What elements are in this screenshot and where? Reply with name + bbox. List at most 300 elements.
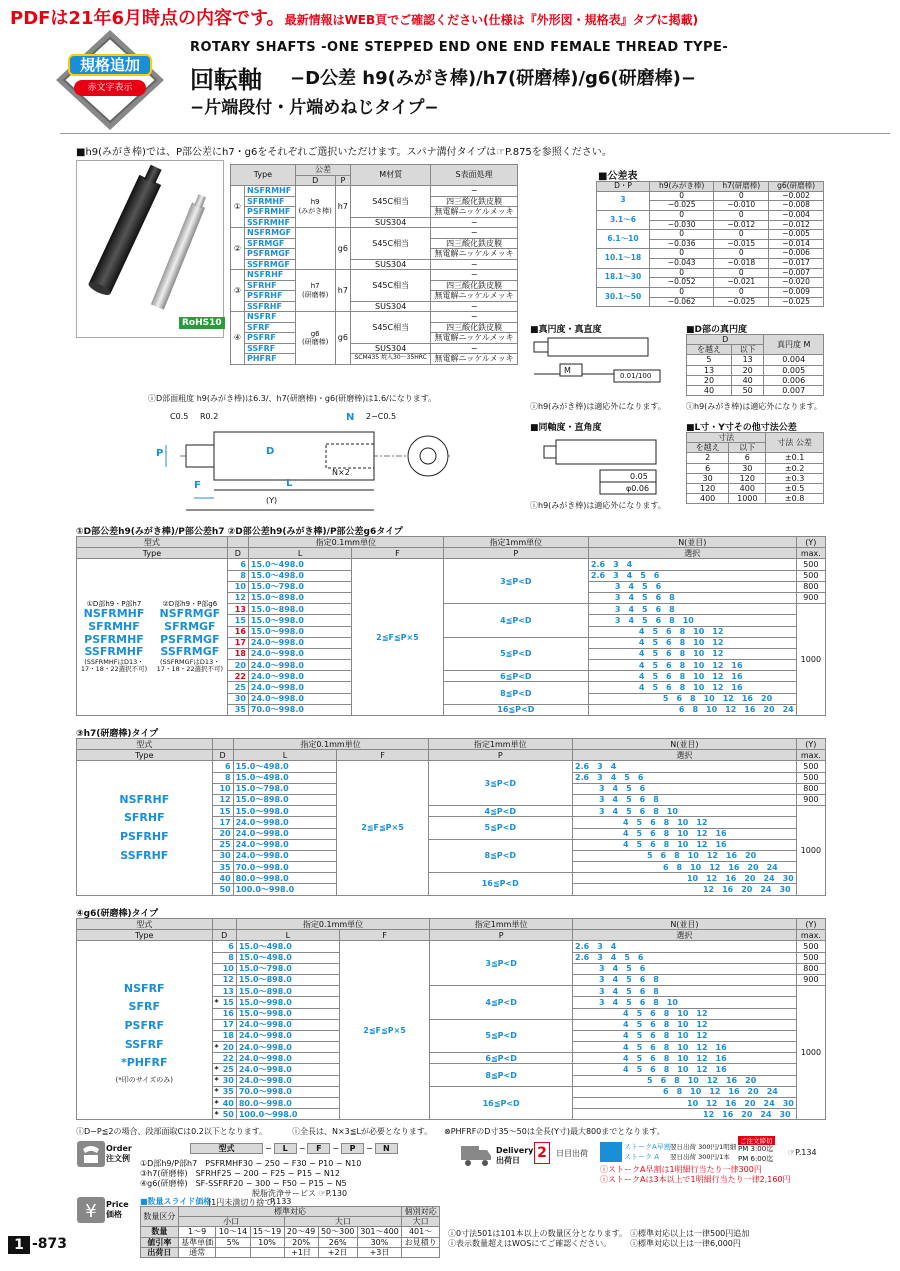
l-range: 15.0〜798.0 [248, 581, 351, 592]
section4-title: ④g6(研磨棒)タイプ [76, 909, 159, 919]
y-max: 500 [796, 761, 825, 772]
header-type: 型式 [77, 739, 213, 750]
d-cell [212, 761, 233, 772]
spec-surface: − [431, 343, 518, 354]
spec-header-type: Type [231, 165, 296, 186]
rohs-badge: RoHS10 [179, 317, 225, 329]
stock-icon [600, 1142, 622, 1162]
order-example-3: ④g6(研磨棒) SF-SSFRF20 − 300 − F50 − P15 − N5 [140, 1179, 347, 1188]
type-name: *PHFRF [120, 1056, 168, 1070]
shaft-drawing [150, 408, 470, 520]
header-l: L [236, 930, 339, 941]
title-english: ROTARY SHAFTS -ONE STEPPED END ONE END FEMALE THREAD TYPE- [190, 40, 729, 55]
d-cell [212, 884, 233, 895]
d-value: 16 [222, 1009, 234, 1018]
straightness-title: ■真円度・真直度 [530, 325, 602, 335]
roundness-cell: 50 [731, 385, 764, 395]
header-f: F [339, 930, 429, 941]
page-section: 1 [8, 1236, 30, 1254]
p-range: 3≦P<D [430, 941, 573, 986]
spec-row [231, 343, 518, 354]
straightness-diagram [530, 334, 680, 404]
ly-cell: 120 [687, 483, 729, 493]
n-select: 4 5 6 8 10 12 16 [573, 1053, 797, 1064]
tol-h7: −0.012 [714, 220, 769, 230]
coax-note: ⓘh9(みがき棒)は適応外になります。 [530, 501, 666, 510]
footnote-right: ⊗PHFRFのD寸35〜50は全長(Y寸)最大800までとなります。 [444, 1127, 665, 1136]
y-max: 500 [796, 941, 825, 952]
spec-surface: 無電解ニッケルメッキ [431, 333, 518, 344]
header-y: (Y) [796, 919, 825, 930]
l-range: 15.0〜498.0 [233, 772, 337, 783]
spec-surface: 無電解ニッケルメッキ [431, 354, 518, 365]
d-value: 40 [219, 873, 231, 883]
price-cell: 20〜49 [284, 1227, 318, 1237]
tol-range: 6.1〜10 [597, 230, 650, 249]
section12-table [76, 536, 826, 716]
spec-type: SSFRHF [245, 301, 296, 312]
tolerance-table [596, 181, 824, 307]
d-cell [227, 682, 248, 693]
spec-material-scm: SCM435 焼入30〜35HRC [351, 354, 431, 365]
tol-h9: 0 [649, 210, 713, 220]
y-max: 800 [796, 581, 825, 592]
tol-h9: 0 [649, 230, 713, 240]
tolerance-title: ■公差表 [598, 171, 638, 182]
page-title: 回転軸 [190, 66, 262, 94]
type-note: (SSFRMHFはD13・17・18・22選択不可) [80, 658, 148, 674]
spec-type: SSFRMGF [245, 259, 296, 270]
header-f: F [352, 548, 444, 559]
type-cell [77, 559, 228, 716]
roundness-cell: 13 [731, 355, 764, 365]
y-max: 900 [796, 974, 825, 985]
coax-diagram [530, 432, 680, 500]
d-cell [212, 986, 236, 997]
delivery-days: 2 [534, 1142, 550, 1164]
ly-row [687, 473, 824, 483]
header-p: P [443, 548, 588, 559]
spec-row [231, 354, 518, 365]
ly-cell: 6 [687, 463, 729, 473]
d-cell [212, 839, 233, 850]
tol-range: 3 [597, 191, 650, 210]
price-cell: 1〜9 [178, 1227, 216, 1237]
delivery-note-1: ⓘストークA早割は1明細行当たり一律300円 [600, 1165, 762, 1174]
spec-p-tol: h7 [335, 270, 351, 312]
l-range: 24.0〜998.0 [236, 1019, 339, 1030]
spec-material: S45C相当 [351, 270, 431, 302]
type-name: PSFRF [124, 1019, 164, 1033]
n-select: 5 6 8 10 12 16 20 [572, 850, 796, 861]
n-select: 3 4 5 6 [588, 581, 796, 592]
price-cell: 通常 [178, 1247, 216, 1257]
ly-row [687, 463, 824, 473]
l-range: 15.0〜798.0 [233, 783, 337, 794]
d-value: 13 [234, 604, 246, 614]
l-range: 15.0〜898.0 [236, 986, 339, 997]
header-d: D [212, 930, 236, 941]
n-select: 4 5 6 8 10 12 [572, 817, 796, 828]
tol-range: 10.1〜18 [597, 249, 650, 268]
ly-table [686, 432, 824, 504]
price-cell [216, 1247, 250, 1257]
n-select: 5 6 8 10 12 16 20 [573, 1075, 797, 1086]
ly-cell: 30 [687, 473, 729, 483]
header-type2: Type [77, 930, 213, 941]
tol-header-g6: g6(研磨棒) [769, 182, 824, 192]
d-value: 20 [234, 660, 246, 670]
l-range: 24.0〜998.0 [233, 817, 337, 828]
price-label: Price 価格 [106, 1200, 129, 1219]
stock-a: ストーク A [624, 1153, 660, 1161]
n-select: 4 5 6 8 10 12 [573, 1019, 797, 1030]
d-value: 15 [222, 997, 234, 1007]
l-range: 24.0〜998.0 [236, 1053, 339, 1064]
spec-type: SFRMHF [245, 196, 296, 207]
l-range: 15.0〜498.0 [248, 559, 351, 570]
spec-surface: 四三酸化鉄皮膜 [431, 322, 518, 333]
label-nx2: N×2 [332, 468, 350, 477]
l-range: 24.0〜998.0 [233, 850, 337, 861]
price-note-1: ⓘ0寸法501は101本以上の数量区分となります。 [448, 1229, 627, 1238]
n-select: 2.6 3 4 [573, 941, 797, 952]
roundness-cell: 0.004 [764, 355, 824, 365]
roundness-note: ⓘh9(みがき棒)は適応外になります。 [686, 402, 822, 411]
header-f: F [337, 750, 428, 761]
price-note-2: ⓘ表示数量超えはWOSにてご確認ください。 [448, 1239, 612, 1248]
d-value: 25 [234, 682, 246, 692]
l-range: 24.0〜998.0 [248, 682, 351, 693]
l-range: 15.0〜998.0 [248, 615, 351, 626]
d-value: 15 [219, 806, 231, 816]
spec-material-sus: SUS304 [351, 301, 431, 312]
l-range: 100.0〜998.0 [233, 884, 337, 895]
price-cell: 26% [318, 1237, 357, 1247]
star-mark: * [214, 1076, 219, 1086]
type-name: SSFRMGF [160, 645, 220, 659]
order-header [190, 1143, 398, 1154]
price-row [141, 1237, 440, 1247]
d-cell [212, 794, 233, 805]
spec-surface: − [431, 259, 518, 270]
n-select: 3 4 5 6 [572, 783, 796, 794]
spec-row [231, 259, 518, 270]
section3-table [76, 738, 826, 896]
n-select: 6 8 10 12 16 20 24 [588, 704, 796, 715]
d-value: 30 [234, 694, 246, 704]
spec-group-no: ③ [231, 270, 245, 312]
spec-surface: 四三酸化鉄皮膜 [431, 238, 518, 249]
ly-cell: 2 [687, 453, 729, 463]
price-cell: 基準単価 [178, 1237, 216, 1247]
title-tolerance: −D公差 h9(みがき棒)/h7(研磨棒)/g6(研磨棒)− [290, 68, 696, 89]
tol-h7: −0.021 [714, 278, 769, 288]
price-cell: +1日 [284, 1247, 318, 1257]
d-value: 35 [219, 862, 231, 872]
roundness-cell: 0.006 [764, 375, 824, 385]
l-range: 15.0〜998.0 [236, 997, 339, 1008]
web-notice: 最新情報はWEB頁でご確認ください(仕様は『外形図・規格表』タブに掲載) [284, 13, 699, 27]
l-range: 24.0〜998.0 [236, 1030, 339, 1041]
delivery-unit: 日目出荷 [556, 1149, 588, 1158]
n-select: 3 4 5 6 8 [573, 986, 797, 997]
p-range: 4≦P<D [443, 604, 588, 638]
d-value: 8 [228, 953, 234, 963]
spec-surface: − [431, 186, 518, 197]
d-value: 30 [219, 851, 231, 861]
price-row [141, 1247, 440, 1257]
price-subtitle: (1円未満切り捨て) [208, 1198, 276, 1207]
d-cell [227, 704, 248, 715]
d-cell [227, 604, 248, 615]
spec-type: PSFRHF [245, 291, 296, 302]
header-p: P [428, 750, 572, 761]
type-name: SFRF [128, 1000, 160, 1014]
footnote-mid: ⓘ全長は、N×3≦Lが必要となります。 [292, 1127, 433, 1136]
p-range: 8≦P<D [443, 682, 588, 704]
d-value: 6 [228, 941, 234, 951]
order-header-f: F [308, 1144, 330, 1154]
header-l: L [233, 750, 337, 761]
star-mark: * [214, 1042, 219, 1052]
header-d: D [227, 548, 248, 559]
d-cell [212, 1064, 236, 1075]
spec-type: PSFRMGF [245, 249, 296, 260]
d-value: 12 [222, 975, 234, 985]
price-cell [250, 1247, 284, 1257]
tol-h7: −0.015 [714, 239, 769, 249]
tolerance-row [597, 230, 824, 240]
tol-g6: −0.005 [769, 230, 824, 240]
star-mark: * [214, 1064, 219, 1074]
type-name: NSFRMGF [159, 607, 221, 621]
tol-h9: −0.043 [649, 259, 713, 269]
tol-range: 18.1〜30 [597, 268, 650, 287]
n-select: 4 5 6 8 10 12 16 [573, 1042, 797, 1053]
spec-surface: − [431, 270, 518, 281]
d-value: 8 [225, 773, 231, 783]
tol-g6: −0.007 [769, 268, 824, 278]
l-range: 24.0〜998.0 [236, 1075, 339, 1086]
l-range: 24.0〜998.0 [233, 839, 337, 850]
ly-cell: ±0.5 [766, 483, 824, 493]
header-spec1: 指定1mm単位 [428, 739, 572, 750]
order-dash-4: − [366, 1144, 373, 1153]
price-cell: 50〜300 [318, 1227, 357, 1237]
order-example-2: ③h7(研磨棒) SFRHF25 − 200 − F25 − P15 − N12 [140, 1169, 340, 1178]
d-cell [212, 1086, 236, 1097]
d-cell [212, 817, 233, 828]
roundness-title: ■D部の真円度 [686, 325, 747, 335]
l-range: 15.0〜498.0 [233, 761, 337, 772]
d-cell [212, 941, 236, 952]
d-cell [212, 974, 236, 985]
ly-cell: 1000 [729, 494, 766, 504]
price-header-big: 大口 [402, 1217, 440, 1227]
tol-h9: −0.030 [649, 220, 713, 230]
d-value: 10 [219, 784, 231, 794]
tol-g6: −0.002 [769, 191, 824, 201]
price-cell: お見積り [402, 1237, 440, 1247]
l-range: 24.0〜998.0 [248, 671, 351, 682]
order-example-1: ①D部h9/P部h7 PSFRMHF30 − 250 − F30 − P10 − N10 [140, 1159, 362, 1168]
spec-header-surface: S表面処理 [431, 165, 518, 186]
header-sel: 選択 [573, 930, 797, 941]
label-d: D [266, 446, 275, 457]
y-max: 500 [796, 570, 825, 581]
d-cell [227, 660, 248, 671]
d-cell [227, 648, 248, 659]
label-c05b: 2−C0.5 [366, 412, 397, 421]
delivery-page: ☞P.134 [788, 1148, 817, 1157]
label-c05: C0.5 [170, 412, 189, 421]
phone-icon [76, 1140, 106, 1168]
header-spec01: 指定0.1mm単位 [248, 537, 443, 548]
price-cell: 20% [284, 1237, 318, 1247]
n-select: 3 4 5 6 8 10 [573, 997, 797, 1008]
l-range: 24.0〜998.0 [233, 828, 337, 839]
header-type2: Type [77, 548, 228, 559]
star-mark: * [214, 997, 219, 1007]
spec-type: PHFRF [245, 354, 296, 365]
l-range: 15.0〜998.0 [236, 1008, 339, 1019]
n-select: 2.6 3 4 5 6 [572, 772, 796, 783]
header-y: (Y) [796, 537, 825, 548]
n-select: 4 5 6 8 10 12 [588, 626, 796, 637]
d-cell [227, 626, 248, 637]
d-value: 15 [234, 615, 246, 625]
l-range: 15.0〜898.0 [248, 592, 351, 603]
spec-group-no: ④ [231, 312, 245, 365]
d-value: 17 [222, 1020, 234, 1030]
type-name: SSFRF [124, 1037, 164, 1051]
type-name: PSFRMGF [160, 632, 220, 646]
d-value: 18 [234, 649, 246, 659]
y-max: 500 [796, 559, 825, 570]
d-cell [212, 963, 236, 974]
ly-cell: ±0.3 [766, 473, 824, 483]
p-range: 16≦P<D [428, 873, 572, 895]
header-type2: Type [77, 750, 213, 761]
table-header [77, 537, 826, 548]
header-max: max. [796, 548, 825, 559]
tolerance-row [597, 210, 824, 220]
n-select: 4 5 6 8 10 12 16 [588, 660, 796, 671]
footnote-left: ⓘD−P≦2の場合、段部面取Cは0.2以下となります。 [76, 1127, 268, 1136]
spec-group-no: ② [231, 228, 245, 270]
price-cell: 30% [357, 1237, 401, 1247]
type-note: (SSFRMGFはD13・17・18・22選択不可) [156, 658, 224, 674]
spec-type: NSFRHF [245, 270, 296, 281]
d-cell [227, 592, 248, 603]
spec-surface: 無電解ニッケルメッキ [431, 207, 518, 218]
f-range: 2≦F≦P×5 [352, 559, 444, 716]
n-select: 12 16 20 24 30 [572, 884, 796, 895]
spec-row [231, 270, 518, 281]
spec-material: S45C相当 [351, 228, 431, 260]
d-value: 25 [222, 1064, 234, 1074]
d-cell [212, 1053, 236, 1064]
truck-icon [460, 1144, 492, 1168]
stock-info-1: 翌日出荷 300円/1明細 [670, 1143, 737, 1151]
title-subtitle: −片端段付・片端めねじタイプ− [190, 98, 439, 118]
type-name: SSFRHF [120, 848, 169, 862]
spec-row [231, 228, 518, 239]
order-header-n: N [375, 1144, 397, 1154]
p-range: 16≦P<D [443, 704, 588, 715]
n-select: 2.6 3 4 [588, 559, 796, 570]
tol-h7: −0.018 [714, 259, 769, 269]
tol-g6: −0.012 [769, 220, 824, 230]
n-select: 2.6 3 4 5 6 [573, 952, 797, 963]
p-range: 6≦P<D [430, 1053, 573, 1064]
star-mark: * [214, 1098, 219, 1108]
n-select: 3 4 5 6 8 [573, 974, 797, 985]
ly-cell: 400 [729, 483, 766, 493]
tol-g6: −0.006 [769, 249, 824, 259]
tol-h9: 0 [649, 191, 713, 201]
product-photo [76, 160, 224, 338]
n-select: 4 5 6 8 10 12 16 [572, 839, 796, 850]
order-header-p: P [342, 1144, 364, 1154]
l-range: 70.0〜998.0 [236, 1086, 339, 1097]
section4-table [76, 918, 826, 1120]
order-header-type: 型式 [191, 1144, 263, 1154]
type-name: SSFRMHF [84, 645, 144, 659]
ly-header-over: を越え [687, 443, 729, 453]
d-value: 50 [219, 884, 231, 894]
badge-sub: 赤文字表示 [74, 80, 146, 96]
table-header [77, 919, 826, 930]
star-mark: * [214, 1109, 219, 1119]
roundness-row [687, 385, 824, 395]
y-max: 1000 [796, 604, 825, 716]
spec-surface: 四三酸化鉄皮膜 [431, 196, 518, 207]
n-select: 4 5 6 8 10 12 [573, 1030, 797, 1041]
d-cell [212, 1030, 236, 1041]
type-column [79, 600, 149, 674]
y-max: 500 [796, 772, 825, 783]
type-name: SFRHF [123, 811, 165, 825]
spec-surface: 無電解ニッケルメッキ [431, 249, 518, 260]
d-cell [212, 828, 233, 839]
header-d-blank [212, 739, 233, 750]
order-service: 脱脂洗浄サービス ☞P.130 [252, 1189, 348, 1198]
spec-type: NSFRF [245, 312, 296, 323]
d-value: 8 [240, 571, 246, 581]
d-cell [212, 997, 236, 1008]
l-range: 15.0〜498.0 [236, 941, 339, 952]
deadline-2: PM 6:00迄 [738, 1155, 774, 1163]
tol-g6: −0.008 [769, 201, 824, 211]
roundness-cell: 20 [687, 375, 732, 385]
ly-row [687, 453, 824, 463]
round-header-over: を越え [687, 345, 732, 355]
p-range: 4≦P<D [430, 986, 573, 1020]
d-value: 12 [234, 593, 246, 603]
p-range: 5≦P<D [430, 1019, 573, 1053]
d-value: 18 [222, 1031, 234, 1041]
d-cell [227, 671, 248, 682]
n-select: 4 5 6 8 10 12 [573, 1008, 797, 1019]
ly-cell: 400 [687, 494, 729, 504]
roundness-row [687, 375, 824, 385]
d-cell [212, 1109, 236, 1120]
header-spec01: 指定0.1mm単位 [236, 919, 429, 930]
price-table [140, 1206, 440, 1258]
l-range: 15.0〜898.0 [236, 974, 339, 985]
